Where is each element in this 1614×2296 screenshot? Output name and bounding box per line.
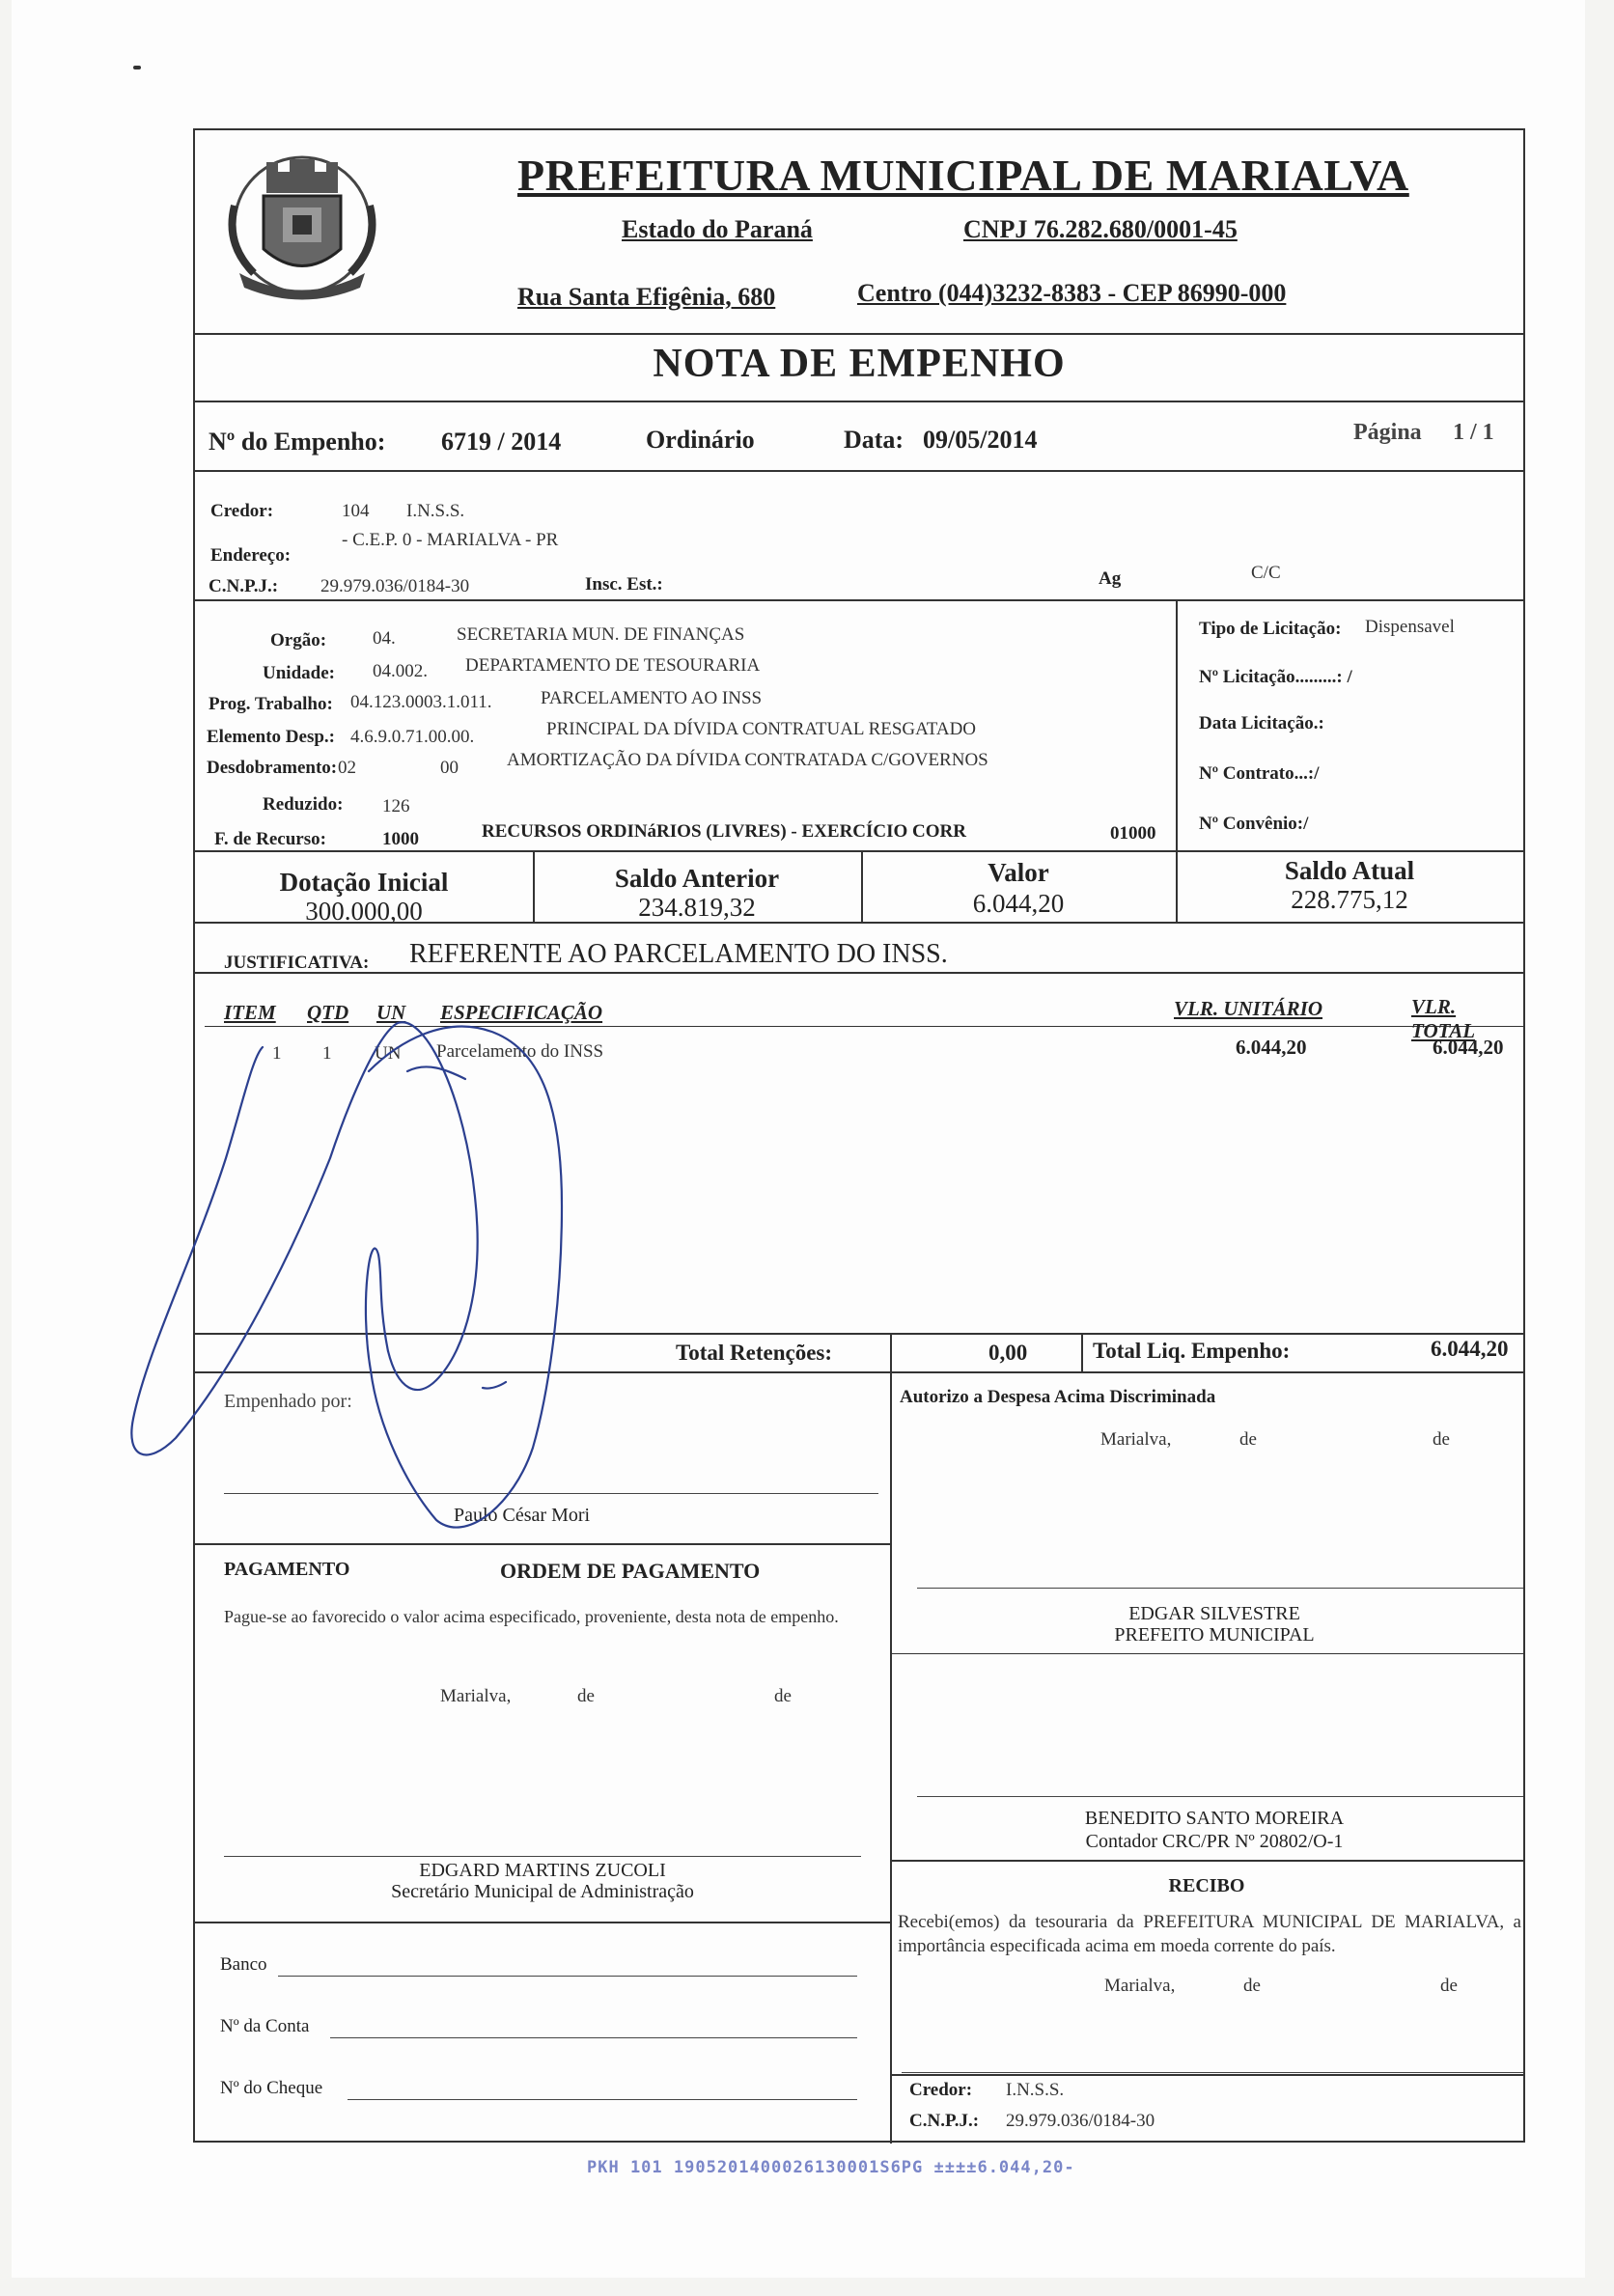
footer-code: PKH 101 1905201400026130001S6PG ±±±±6.044,20-	[587, 2158, 1075, 2177]
contact-label: Centro (044)3232-8383 - CEP 86990-000	[857, 279, 1287, 307]
cnpj-label-credor: C.N.P.J.:	[209, 576, 279, 596]
convenio-label: Nº Convênio:/	[1199, 814, 1309, 834]
unidade-label: Unidade:	[263, 663, 335, 683]
row-item: 1	[272, 1043, 282, 1064]
row-espec: Parcelamento do INSS	[436, 1041, 604, 1062]
col-header-espec: ESPECIFICAÇÃO	[440, 1001, 603, 1024]
data-licitacao-label: Data Licitação.:	[1199, 713, 1324, 733]
ag-label: Ag	[1099, 568, 1122, 589]
row-total-value: 6.044,20	[1433, 1036, 1504, 1059]
prefeito-role: PREFEITO MUNICIPAL	[1114, 1624, 1315, 1646]
desdobramento-b: 00	[440, 758, 459, 778]
valor-label: Valor	[988, 858, 1049, 887]
saldo-anterior-value: 234.819,32	[638, 893, 756, 922]
handwritten-signature	[12, 0, 1585, 2278]
secretario-role: Secretário Municipal de Administração	[391, 1881, 694, 1902]
recibo-credor-value: I.N.S.S.	[1006, 2080, 1065, 2100]
row-un: UN	[375, 1043, 402, 1064]
col-header-unit: VLR. UNITÁRIO	[1174, 997, 1323, 1020]
col-header-un: UN	[376, 1001, 406, 1024]
justificativa-label: JUSTIFICATIVA:	[224, 953, 370, 973]
contador-name: BENEDITO SANTO MOREIRA	[1084, 1808, 1345, 1829]
pagamento-label: PAGAMENTO	[224, 1559, 350, 1580]
empenho-date: 09/05/2014	[923, 426, 1038, 454]
orgao-name: SECRETARIA MUN. DE FINANÇAS	[457, 624, 745, 645]
col-header-total: VLR. TOTAL	[1411, 995, 1476, 1042]
autorizo-label: Autorizo a Despesa Acima Discriminada	[900, 1387, 1216, 1407]
total-liq-value: 6.044,20	[1431, 1337, 1509, 1361]
row-qtd: 1	[322, 1043, 332, 1064]
contador-role: Contador CRC/PR Nº 20802/O-1	[1085, 1831, 1344, 1852]
prefeito-name: EDGAR SILVESTRE	[1128, 1603, 1300, 1624]
row-unit-value: 6.044,20	[1236, 1036, 1307, 1059]
endereco-value: - C.E.P. 0 - MARIALVA - PR	[342, 530, 559, 550]
desdobramento-a: 02	[338, 758, 356, 778]
empenhado-por-label: Empenhado por:	[224, 1391, 352, 1412]
prog-trabalho-code: 04.123.0003.1.011.	[350, 692, 492, 712]
cheque-label: Nº do Cheque	[220, 2078, 323, 2098]
pagamento-de-1: de	[577, 1686, 595, 1706]
saldo-anterior-label: Saldo Anterior	[614, 864, 780, 893]
col-header-qtd: QTD	[307, 1001, 349, 1024]
fonte-recurso-extra: 01000	[1110, 823, 1156, 844]
prog-trabalho-name: PARCELAMENTO AO INSS	[541, 688, 763, 708]
credor-name: I.N.S.S.	[406, 501, 465, 521]
fonte-recurso-label: F. de Recurso:	[214, 829, 326, 849]
recibo-city: Marialva,	[1104, 1976, 1176, 1996]
contrato-label: Nº Contrato...:/	[1199, 763, 1320, 784]
empenho-number: 6719 / 2014	[441, 428, 562, 456]
tipo-licitacao-value: Dispensavel	[1365, 617, 1455, 637]
pagamento-city: Marialva,	[440, 1686, 512, 1706]
pagamento-de-2: de	[774, 1686, 792, 1706]
total-retencoes-value: 0,00	[988, 1341, 1028, 1365]
orgao-code: 04.	[373, 628, 396, 649]
page-label: Página	[1353, 420, 1422, 445]
valor-value: 6.044,20	[972, 889, 1065, 918]
dotacao-value: 300.000,00	[305, 897, 423, 926]
recibo-text: Recebi(emos) da tesouraria da PREFEITURA MUNICIPAL DE MARIALVA, a importância especificada acima em moeda corrente do país.	[898, 1912, 1521, 1956]
credor-cnpj: 29.979.036/0184-30	[320, 576, 470, 596]
elemento-desp-code: 4.6.9.0.71.00.00.	[350, 727, 475, 747]
recibo-cnpj-value: 29.979.036/0184-30	[1006, 2111, 1155, 2131]
empenho-number-label: Nº do Empenho:	[209, 428, 386, 456]
elemento-desp-label: Elemento Desp.:	[207, 727, 335, 747]
banco-label: Banco	[220, 1954, 267, 1975]
reduzido-value: 126	[382, 796, 410, 816]
autorizo-de-2: de	[1433, 1429, 1450, 1450]
reduzido-label: Reduzido:	[263, 794, 344, 815]
page-number: 1 / 1	[1453, 420, 1494, 445]
empenhado-por-name: Paulo César Mori	[454, 1505, 591, 1526]
recibo-de-1: de	[1243, 1976, 1261, 1996]
col-header-item: ITEM	[224, 1001, 276, 1024]
empenho-date-label: Data:	[844, 426, 904, 454]
empenho-type: Ordinário	[646, 426, 755, 454]
recibo-title: RECIBO	[1168, 1875, 1245, 1896]
desdobramento-label: Desdobramento:	[207, 758, 338, 778]
elemento-desp-name: PRINCIPAL DA DÍVIDA CONTRATUAL RESGATADO	[546, 719, 977, 739]
saldo-atual-label: Saldo Atual	[1284, 856, 1415, 885]
credor-label: Credor:	[210, 501, 274, 521]
desdobramento-name: AMORTIZAÇÃO DA DÍVIDA CONTRATADA C/GOVERNOS	[507, 750, 988, 770]
unidade-name: DEPARTAMENTO DE TESOURARIA	[465, 655, 761, 676]
total-retencoes-label: Total Retenções:	[676, 1341, 833, 1365]
conta-label: Nº da Conta	[220, 2016, 310, 2036]
orgao-label: Orgão:	[270, 630, 327, 650]
recibo-credor-label: Credor:	[909, 2080, 973, 2100]
justificativa-text: REFERENTE AO PARCELAMENTO DO INSS.	[409, 939, 948, 969]
document-title: NOTA DE EMPENHO	[653, 342, 1066, 386]
address-label: Rua Santa Efigênia, 680	[517, 283, 776, 311]
recibo-cnpj-label: C.N.P.J.:	[909, 2111, 980, 2131]
document-page	[12, 0, 1585, 2278]
secretario-name: EDGARD MARTINS ZUCOLI	[419, 1860, 666, 1881]
prog-trabalho-label: Prog. Trabalho:	[209, 694, 333, 714]
tipo-licitacao-label: Tipo de Licitação:	[1199, 619, 1342, 639]
saldo-atual-value: 228.775,12	[1291, 885, 1408, 914]
endereco-label: Endereço:	[210, 545, 292, 566]
autorizo-city: Marialva,	[1100, 1429, 1172, 1450]
pagamento-text: Pague-se ao favorecido o valor acima especificado, proveniente, desta nota de empenho.	[224, 1607, 839, 1626]
credor-code: 104	[342, 501, 370, 521]
autorizo-de-1: de	[1239, 1429, 1257, 1450]
fonte-recurso-code: 1000	[382, 829, 419, 849]
cnpj-label: CNPJ 76.282.680/0001-45	[963, 215, 1238, 243]
fonte-recurso-name: RECURSOS ORDINáRIOS (LIVRES) - EXERCÍCIO CORR	[482, 821, 966, 842]
state-label: Estado do Paraná	[622, 215, 813, 243]
num-licitacao-label: Nº Licitação.........: /	[1199, 667, 1352, 687]
total-liq-label: Total Liq. Empenho:	[1093, 1339, 1291, 1363]
unidade-code: 04.002.	[373, 661, 428, 681]
insc-est-label: Insc. Est.:	[585, 574, 663, 595]
recibo-de-2: de	[1440, 1976, 1458, 1996]
municipality-title: PREFEITURA MUNICIPAL DE MARIALVA	[517, 151, 1409, 200]
ordem-pagamento-label: ORDEM DE PAGAMENTO	[500, 1559, 761, 1583]
cc-label: C/C	[1251, 563, 1281, 583]
dotacao-label: Dotação Inicial	[279, 868, 449, 897]
